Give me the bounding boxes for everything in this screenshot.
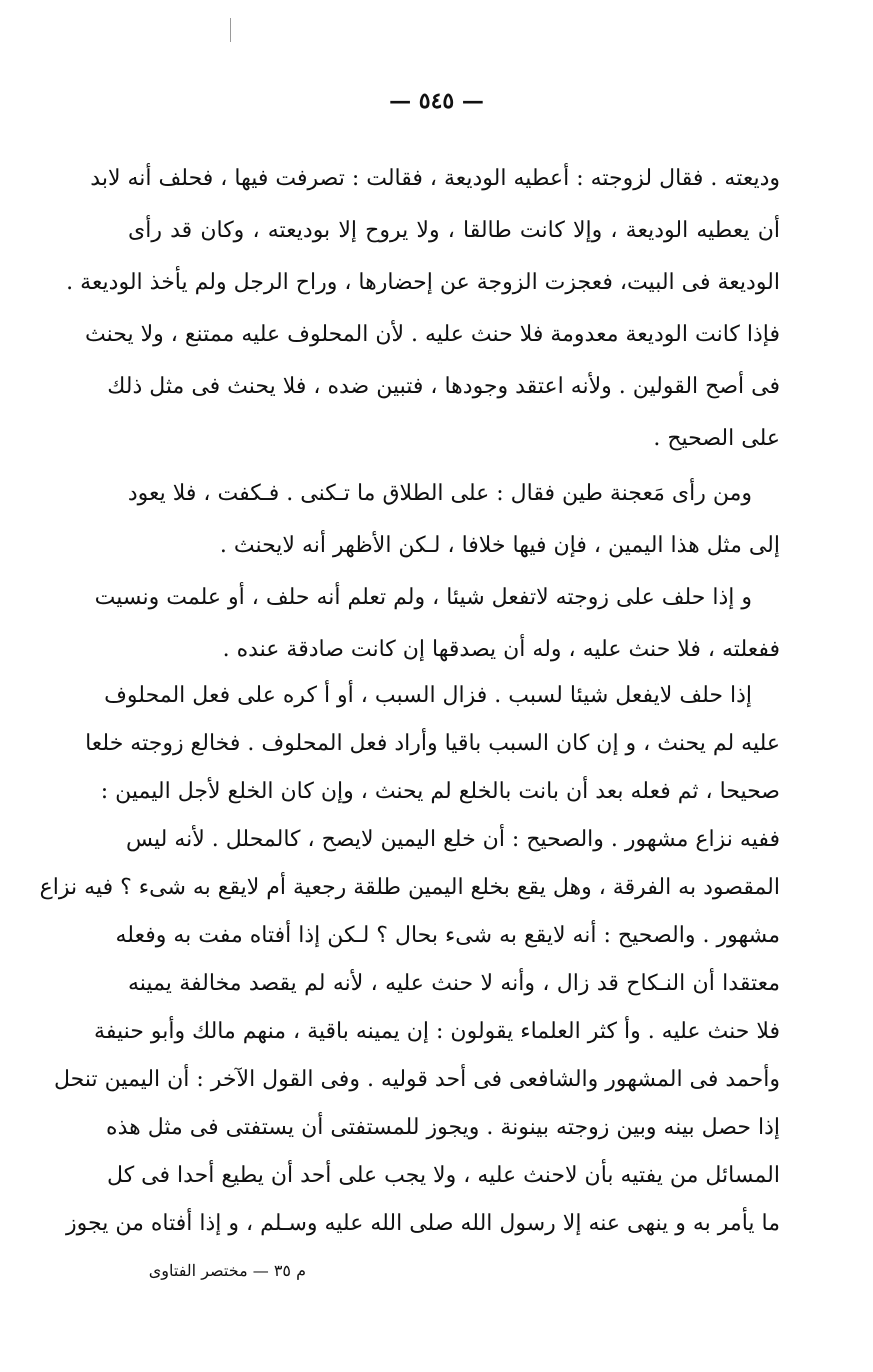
text-line: أن يعطيه الوديعة ، وإلا كانت طالقا ، ولا يروح إلا بوديعته ، وكان قد رأى [128, 218, 780, 243]
paragraph-3 [94, 572, 780, 676]
paragraph-2 [128, 468, 780, 572]
text-line: فلا حنث عليه . وأ كثر العلماء يقولون : إن يمينه باقية ، منهم مالك وأبو حنيفة [94, 1019, 780, 1044]
paragraph-4 [39, 672, 780, 1248]
text-line: المقصود به الفرقة ، وهل يقع بخلع اليمين طلقة رجعية أم لايقع به شىء ؟ فيه نزاع [39, 875, 780, 900]
text-line: على الصحيح . [653, 426, 780, 451]
text-line: وأحمد فى المشهور والشافعى فى أحد قوليه . وفى القول الآخر : أن اليمين تنحل [53, 1067, 780, 1092]
text-line: ففيه نزاع مشهور . والصحيح : أن خلع اليمين لايصح ، كالمحلل . لأنه ليس [125, 827, 780, 852]
scan-artifact-line [230, 18, 231, 42]
text-line: ففعلته ، فلا حنث عليه ، وله أن يصدقها إن كانت صادقة عنده . [222, 637, 780, 662]
text-line: صحيحا ، ثم فعله بعد أن بانت بالخلع لم يحنث ، وإن كان الخلع لأجل اليمين : [100, 779, 780, 804]
text-line: عليه لم يحنث ، و إن كان السبب باقيا وأراد فعل المحلوف . فخالع زوجته خلعا [85, 731, 780, 756]
text-line: إذا حلف لايفعل شيئا لسبب . فزال السبب ، أو أ كره على فعل المحلوف [104, 683, 752, 708]
text-line: ومن رأى مَعجنة طين فقال : على الطلاق ما تـكنى . فـكفت ، فلا يعود [127, 481, 752, 506]
text-line: الوديعة فى البيت، فعجزت الزوجة عن إحضارها ، وراح الرجل ولم يأخذ الوديعة . [66, 270, 780, 295]
text-line: معتقدا أن النـكاح قد زال ، وأنه لا حنث عليه ، لأنه لم يقصد مخالفة يمينه [128, 971, 780, 996]
text-line: فإذا كانت الوديعة معدومة فلا حنث عليه . لأن المحلوف عليه ممتنع ، ولا يحنث [85, 322, 780, 347]
text-line: إذا حصل بينه وبين زوجته بينونة . ويجوز للمستفتى أن يستفتى فى مثل هذه [106, 1115, 780, 1140]
page-number: — ٥٤٥ — [389, 88, 484, 114]
text-line: فى أصح القولين . ولأنه اعتقد وجودها ، فتبين ضده ، فلا يحنث فى مثل ذلك [107, 374, 780, 399]
paragraph-1 [66, 153, 780, 465]
text-line: إلى مثل هذا اليمين ، فإن فيها خلافا ، لـكن الأظهر أنه لايحنث . [219, 533, 780, 558]
text-line: ما يأمر به و ينهى عنه إلا رسول الله صلى الله عليه وسـلم ، و إذا أفتاه من يجوز [66, 1211, 780, 1236]
text-line: مشهور . والصحيح : أنه لايقع به شىء بحال ؟ لـكن إذا أفتاه مفت به وفعله [115, 923, 780, 948]
text-line: و إذا حلف على زوجته لاتفعل شيئا ، ولم تعلم أنه حلف ، أو علمت ونسيت [94, 585, 752, 610]
text-line: وديعته . فقال لزوجته : أعطيه الوديعة ، فقالت : تصرفت فيها ، فحلف أنه لابد [90, 166, 780, 191]
text-line: المسائل من يفتيه بأن لاحنث عليه ، ولا يجب على أحد أن يطيع أحدا فى كل [107, 1163, 780, 1188]
footer-signature: م ٣٥ — مختصر الفتاوى [148, 1261, 306, 1280]
